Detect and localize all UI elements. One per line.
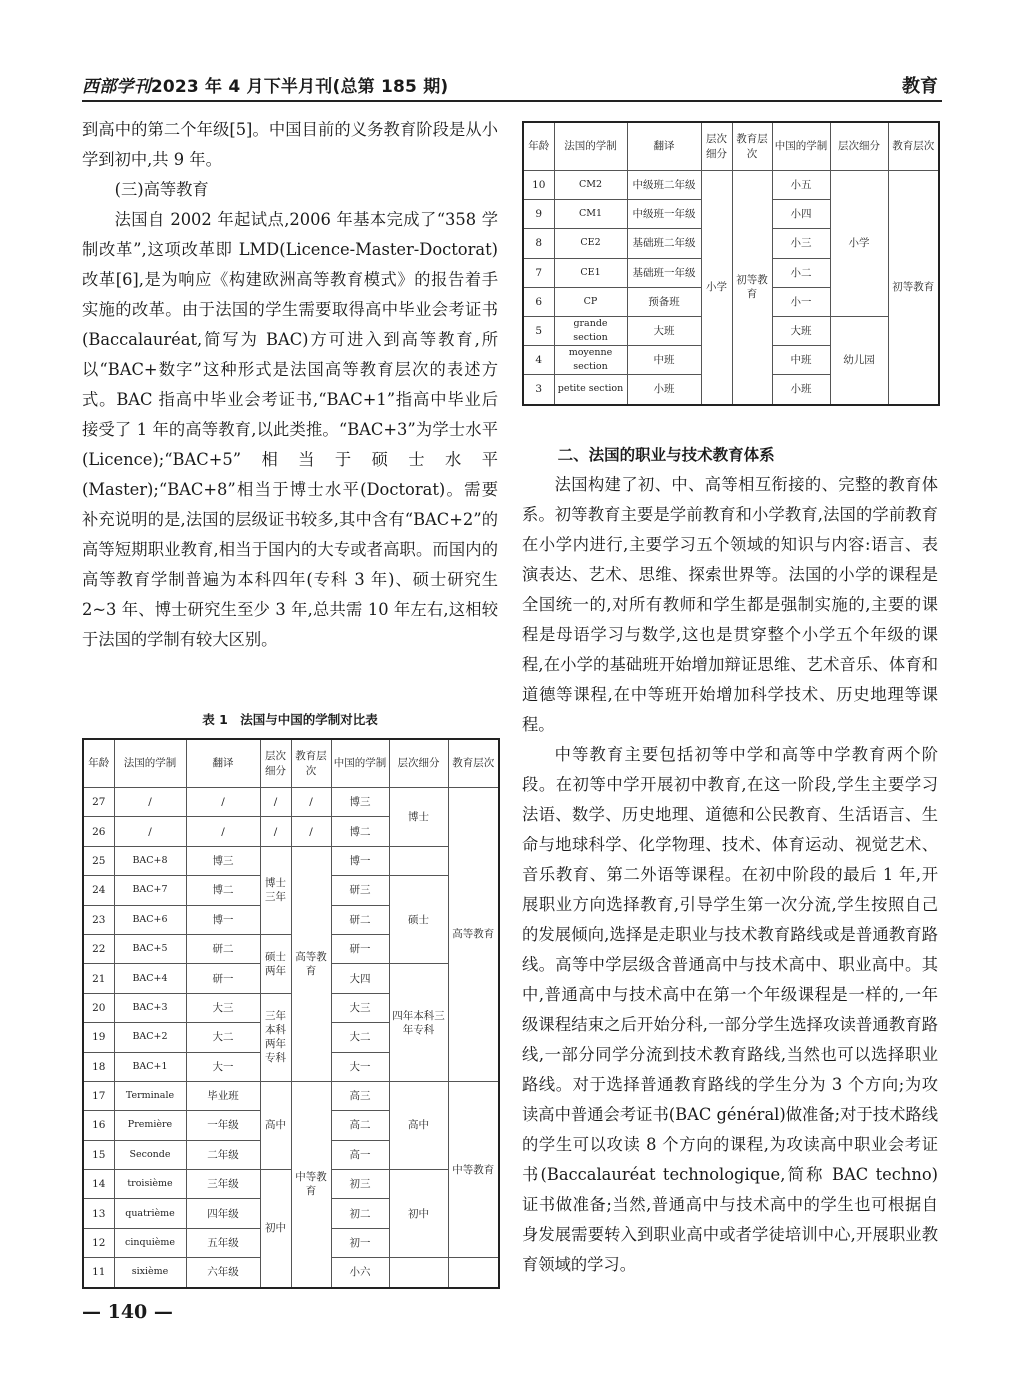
comparison-table-part2	[522, 121, 940, 406]
journal-logo: 西部学刊	[82, 77, 151, 97]
cell-fr: CE2	[554, 229, 627, 258]
cell-fr-edu: 高等教育	[291, 846, 331, 1081]
cell-fr-edu: 中等教育	[291, 1081, 331, 1287]
cell-age: 16	[83, 1111, 114, 1140]
running-header	[82, 70, 942, 102]
cell-cn: 小三	[772, 229, 830, 258]
cell-fr: /	[114, 817, 186, 846]
issue-info: 2023 年 4 月下半月刊(总第 185 期)	[150, 77, 449, 97]
cell-age: 15	[83, 1140, 114, 1169]
table-header-row	[83, 739, 499, 788]
header-translation: 翻译	[186, 739, 260, 788]
cell-cn-level: 初中	[389, 1170, 448, 1258]
paragraph: 到高中的第二个年级[5]。中国目前的义务教育阶段是从小学到初中,共 9 年。	[82, 120, 498, 169]
cell-cn: 高二	[331, 1111, 389, 1140]
cell-tr: 基础班一年级	[627, 258, 701, 287]
cell-fr: sixième	[114, 1258, 186, 1288]
cell-cn: 高三	[331, 1081, 389, 1110]
cell-age: 26	[83, 817, 114, 846]
cell-age: 10	[523, 171, 554, 200]
header-cn-edu: 教育层次	[448, 739, 499, 788]
cell-cn: 大三	[331, 993, 389, 1022]
cell-tr: 博二	[186, 876, 260, 905]
cell-fr-level: 三年本科两年专科	[260, 993, 291, 1081]
cell-cn: 小五	[772, 171, 830, 200]
cell-age: 5	[523, 316, 554, 345]
cell-fr: /	[114, 788, 186, 817]
cell-cn-level-empty	[389, 1258, 448, 1288]
cell-fr: Seconde	[114, 1140, 186, 1169]
cell-fr: BAC+5	[114, 934, 186, 963]
header-cn-level: 层次细分	[389, 739, 448, 788]
cell-cn-edu: 中等教育	[448, 1081, 499, 1257]
cell-cn: 小四	[772, 200, 830, 229]
cell-fr: CP	[554, 287, 627, 316]
journal-issue	[82, 72, 448, 97]
header-cn-system: 中国的学制	[772, 122, 830, 171]
cell-cn: 大一	[331, 1052, 389, 1081]
cell-fr-level: 初中	[260, 1170, 291, 1288]
table-row	[523, 171, 939, 200]
cell-fr: BAC+8	[114, 846, 186, 875]
cell-cn: 初一	[331, 1228, 389, 1257]
cell-tr: 二年级	[186, 1140, 260, 1169]
paragraph: 法国自 2002 年起试点,2006 年基本完成了“358 学制改革”,这项改革即 LMD(Licence-Master-Doctorat)改革[6],是为响应《构建欧洲高等教育模式》的报告着手实施的改革。由于法国的学生需要取得高中毕业会考证书(Baccalauréat,简写为 BAC)方可进入到高等教育,所以“BAC+数字”这种形式是法国高等教育层次的表述方式。BAC 指高中毕业会考证书,“BAC+1”指高中毕业后接受了 1 年的高等教育,以此类推。“BAC+3”为学士水平(Licence);“BAC+5”相当于硕士水平(Master);“BAC+8”相当于博士水平(Doctorat)。需要补充说明的是,法国的层级证书较多,其中含有“BAC+2”的高等短期职业教育,相当于国内的大专或者高职。而国内的高等教育学制普遍为本科四年(专科 3 年)、硕士研究生 2~3 年、博士研究生至少 3 年,总共需 10 年左右,这相较于法国的学制有较大区别。	[82, 210, 498, 649]
cell-cn: 初二	[331, 1199, 389, 1228]
cell-fr-edu: /	[291, 817, 331, 846]
page-number: — 140 —	[82, 1301, 173, 1323]
paragraph: 法国构建了初、中、高等相互衔接的、完整的教育体系。初等教育主要是学前教育和小学教育,法国的学前教育在小学内进行,主要学习五个领域的知识与内容:语言、表演表达、艺术、思维、探索世界等。法国的小学的课程是全国统一的,对所有教师和学生都是强制实施的,主要的课程是母语学习与数学,这也是贯穿整个小学五个年级的课程,在小学的基础班开始增加辩证思维、艺术音乐、体育和道德等课程,在中等班开始增加科学技术、历史地理等课程。	[522, 475, 938, 734]
cell-fr-level: 高中	[260, 1081, 291, 1169]
cell-fr: BAC+4	[114, 964, 186, 993]
cell-cn: 研二	[331, 905, 389, 934]
table-row	[83, 846, 499, 875]
cell-age: 19	[83, 1023, 114, 1052]
cell-cn-level: 幼儿园	[830, 316, 888, 404]
cell-tr: 中级班一年级	[627, 200, 701, 229]
cell-tr: 博一	[186, 905, 260, 934]
cell-fr: petite section	[554, 375, 627, 405]
cell-age: 14	[83, 1170, 114, 1199]
subsection-heading: (三)高等教育	[114, 180, 209, 199]
header-cn-level: 层次细分	[830, 122, 888, 171]
left-column	[82, 115, 498, 655]
cell-age: 7	[523, 258, 554, 287]
cell-tr: 小班	[627, 375, 701, 405]
cell-fr-level: 小学	[701, 171, 732, 405]
cell-age: 17	[83, 1081, 114, 1110]
cell-tr: /	[186, 817, 260, 846]
cell-cn-edu: 高等教育	[448, 788, 499, 1082]
cell-cn: 小六	[331, 1258, 389, 1288]
cell-fr: BAC+6	[114, 905, 186, 934]
cell-fr: cinquième	[114, 1228, 186, 1257]
cell-age: 23	[83, 905, 114, 934]
cell-cn: 研三	[331, 876, 389, 905]
header-cn-edu: 教育层次	[888, 122, 939, 171]
right-column	[522, 440, 938, 1280]
cell-tr: 大三	[186, 993, 260, 1022]
paragraph: 中等教育主要包括初等中学和高等中学教育两个阶段。在初等中学开展初中教育,在这一阶段,学生主要学习法语、数学、历史地理、道德和公民教育、生活语言、生命与地球科学、化学物理、技术、体育运动、视觉艺术、音乐教育、第二外语等课程。在初中阶段的最后 1 年,开展职业方向选择教育,引导学生第一次分流,学生按照自己的发展倾向,选择是走职业与技术教育路线或是普通教育路线。高等中学层级含普通高中与技术高中、职业高中。其中,普通高中与技术高中在第一个年级课程是一样的,一年级课程结束之后开始分科,一部分学生选择攻读普通教育路线,一部分同学分流到技术教育路线,当然也可以选择职业路线。对于选择普通教育路线的学生分为 3 个方向;为攻读高中普通会考证书(BAC général)做准备;对于技术路线的学生可以攻读 8 个方向的课程,为攻读高中职业会考证书(Baccalauréat technologique,简称 BAC techno)证书做准备;当然,普通高中与技术高中的学生也可根据自身发展需要转入到职业高中或者学徒培训中心,开展职业教育领域的学习。	[522, 745, 938, 1274]
cell-fr: BAC+2	[114, 1023, 186, 1052]
comparison-table-part1	[82, 738, 500, 1289]
cell-tr: 博三	[186, 846, 260, 875]
cell-tr: 中级班二年级	[627, 171, 701, 200]
cell-age: 9	[523, 200, 554, 229]
header-fr-system: 法国的学制	[114, 739, 186, 788]
cell-age: 6	[523, 287, 554, 316]
cell-fr: CM1	[554, 200, 627, 229]
cell-tr: 毕业班	[186, 1081, 260, 1110]
cell-fr: grande section	[554, 316, 627, 345]
cell-cn: 小班	[772, 375, 830, 405]
cell-fr-edu: 初等教育	[732, 171, 772, 405]
header-fr-edu: 教育层次	[291, 739, 331, 788]
cell-fr: BAC+7	[114, 876, 186, 905]
cell-fr-level: 硕士两年	[260, 934, 291, 993]
header-cn-system: 中国的学制	[331, 739, 389, 788]
cell-fr-level: /	[260, 788, 291, 817]
cell-fr-level: /	[260, 817, 291, 846]
cell-fr: BAC+3	[114, 993, 186, 1022]
cell-tr: 六年级	[186, 1258, 260, 1288]
cell-fr: moyenne section	[554, 346, 627, 375]
cell-age: 18	[83, 1052, 114, 1081]
cell-fr: Première	[114, 1111, 186, 1140]
cell-age: 13	[83, 1199, 114, 1228]
cell-tr: 预备班	[627, 287, 701, 316]
header-age: 年龄	[523, 122, 554, 171]
cell-tr: 中班	[627, 346, 701, 375]
table-row	[83, 1081, 499, 1110]
header-fr-level: 层次细分	[701, 122, 732, 171]
cell-cn-level-empty	[389, 846, 448, 875]
cell-fr: troisième	[114, 1170, 186, 1199]
cell-age: 24	[83, 876, 114, 905]
cell-cn-level: 四年本科三年专科	[389, 964, 448, 1082]
cell-age: 8	[523, 229, 554, 258]
cell-age: 21	[83, 964, 114, 993]
cell-fr: CM2	[554, 171, 627, 200]
section-title: 教育	[902, 76, 938, 97]
cell-fr: Terminale	[114, 1081, 186, 1110]
cell-tr: /	[186, 788, 260, 817]
cell-tr: 研一	[186, 964, 260, 993]
cell-cn: 中班	[772, 346, 830, 375]
cell-cn: 研一	[331, 934, 389, 963]
header-fr-edu: 教育层次	[732, 122, 772, 171]
cell-fr: quatrième	[114, 1199, 186, 1228]
cell-cn: 博三	[331, 788, 389, 817]
cell-cn: 大班	[772, 316, 830, 345]
cell-tr: 研二	[186, 934, 260, 963]
cell-tr: 大二	[186, 1023, 260, 1052]
cell-cn: 大四	[331, 964, 389, 993]
cell-tr: 大一	[186, 1052, 260, 1081]
cell-fr: CE1	[554, 258, 627, 287]
cell-cn-level: 高中	[389, 1081, 448, 1169]
table-row	[83, 788, 499, 817]
cell-age: 12	[83, 1228, 114, 1257]
cell-tr: 一年级	[186, 1111, 260, 1140]
cell-cn: 小一	[772, 287, 830, 316]
cell-tr: 四年级	[186, 1199, 260, 1228]
cell-age: 11	[83, 1258, 114, 1288]
cell-age: 22	[83, 934, 114, 963]
cell-cn: 博二	[331, 817, 389, 846]
cell-cn-edu: 初等教育	[888, 171, 939, 405]
cell-age: 20	[83, 993, 114, 1022]
cell-age: 27	[83, 788, 114, 817]
cell-cn: 小二	[772, 258, 830, 287]
cell-cn-edu-empty	[448, 1258, 499, 1288]
table-caption: 表 1 法国与中国的学制对比表	[202, 712, 378, 727]
header-translation: 翻译	[627, 122, 701, 171]
cell-cn: 大二	[331, 1023, 389, 1052]
cell-cn: 初三	[331, 1170, 389, 1199]
cell-cn-level: 博士	[389, 788, 448, 847]
cell-age: 4	[523, 346, 554, 375]
cell-cn: 博一	[331, 846, 389, 875]
header-fr-level: 层次细分	[260, 739, 291, 788]
cell-age: 3	[523, 375, 554, 405]
cell-cn-level: 小学	[830, 171, 888, 317]
header-age: 年龄	[83, 739, 114, 788]
cell-fr: BAC+1	[114, 1052, 186, 1081]
cell-tr: 大班	[627, 316, 701, 345]
cell-age: 25	[83, 846, 114, 875]
cell-cn-level: 硕士	[389, 876, 448, 964]
cell-cn: 高一	[331, 1140, 389, 1169]
cell-tr: 三年级	[186, 1170, 260, 1199]
cell-fr-edu: /	[291, 788, 331, 817]
cell-tr: 五年级	[186, 1228, 260, 1257]
cell-tr: 基础班二年级	[627, 229, 701, 258]
table-header-row	[523, 122, 939, 171]
cell-fr-level: 博士三年	[260, 846, 291, 934]
header-fr-system: 法国的学制	[554, 122, 627, 171]
section-heading: 二、法国的职业与技术教育体系	[557, 446, 775, 464]
